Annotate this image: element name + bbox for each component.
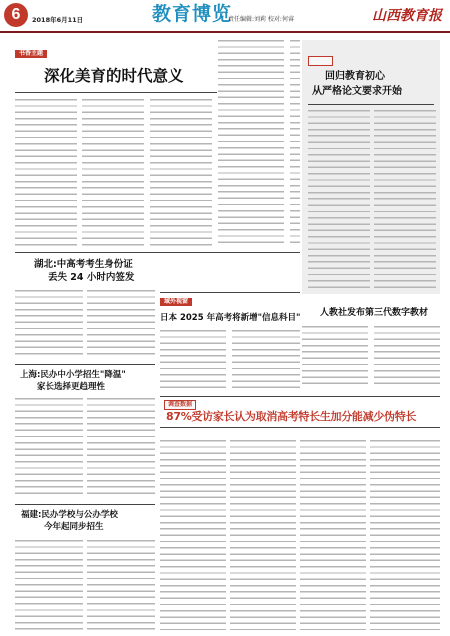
hubei-headline-1: 湖北:中高考考生身份证 — [34, 259, 133, 270]
shanghai-text-column-2 — [87, 398, 155, 498]
feature-text-column-2 — [374, 110, 436, 288]
japan-text-column-1 — [160, 330, 226, 390]
main-article-column-2 — [82, 99, 144, 247]
survey-tag: 调查数据 — [164, 400, 196, 410]
main-article-column-1 — [15, 99, 77, 247]
japan-text-column-2 — [232, 330, 300, 390]
main-article-column-5 — [290, 40, 300, 248]
hubei-text-column-1 — [15, 290, 83, 358]
hubei-headline-2: 丢失 24 小时内签发 — [48, 272, 135, 283]
fujian-headline-1: 福建:民办学校与公办学校 — [21, 510, 118, 520]
feature-text-column-1 — [308, 110, 370, 288]
feature-tag — [308, 56, 333, 66]
column-title: 教育博览 — [152, 3, 233, 25]
shanghai-headline-2: 家长选择更趋理性 — [37, 382, 106, 392]
main-article-column-3 — [150, 99, 212, 247]
section-divider — [160, 292, 300, 293]
feature-headline-1: 回归教育初心 — [325, 71, 385, 82]
feature-headline-2: 从严格论文要求开始 — [312, 86, 402, 97]
feature-rule — [308, 104, 434, 105]
editor-credits: 责任编辑:刘莉 校对:何睿 — [228, 16, 294, 23]
survey-rule — [160, 427, 440, 428]
survey-text-column-1 — [160, 440, 226, 630]
textbook-text-column-1 — [302, 326, 368, 386]
shanghai-text-column-1 — [15, 398, 83, 498]
survey-text-column-4 — [370, 440, 440, 630]
section-tag: 书香主题 — [15, 50, 47, 58]
survey-text-column-3 — [300, 440, 366, 630]
shanghai-headline-1: 上海:民办中小学招生"降温" — [20, 370, 126, 380]
section-divider — [15, 504, 155, 505]
japan-headline: 日本 2025 年高考将新增"信息科目" — [160, 313, 301, 323]
fujian-text-column-2 — [87, 540, 155, 632]
section-divider — [15, 364, 155, 365]
newspaper-logo: 山西教育报 — [372, 8, 442, 24]
textbook-headline: 人教社发布第三代数字教材 — [320, 308, 429, 318]
headline-rule — [15, 92, 217, 93]
section-divider — [15, 252, 300, 253]
section-divider — [160, 396, 440, 397]
main-article-column-4 — [218, 40, 284, 248]
hubei-text-column-2 — [87, 290, 155, 358]
page-number: 6 — [4, 3, 28, 27]
survey-headline: 87%受访家长认为取消高考特长生加分能减少伪特长 — [166, 410, 417, 423]
fujian-text-column-1 — [15, 540, 83, 632]
fujian-headline-2: 今年起同步招生 — [44, 522, 104, 532]
issue-date: 2018年6月11日 — [32, 16, 84, 24]
japan-tag: 域外视窗 — [160, 298, 192, 306]
survey-text-column-2 — [230, 440, 296, 630]
textbook-text-column-2 — [374, 326, 440, 386]
main-headline: 深化美育的时代意义 — [44, 67, 184, 85]
